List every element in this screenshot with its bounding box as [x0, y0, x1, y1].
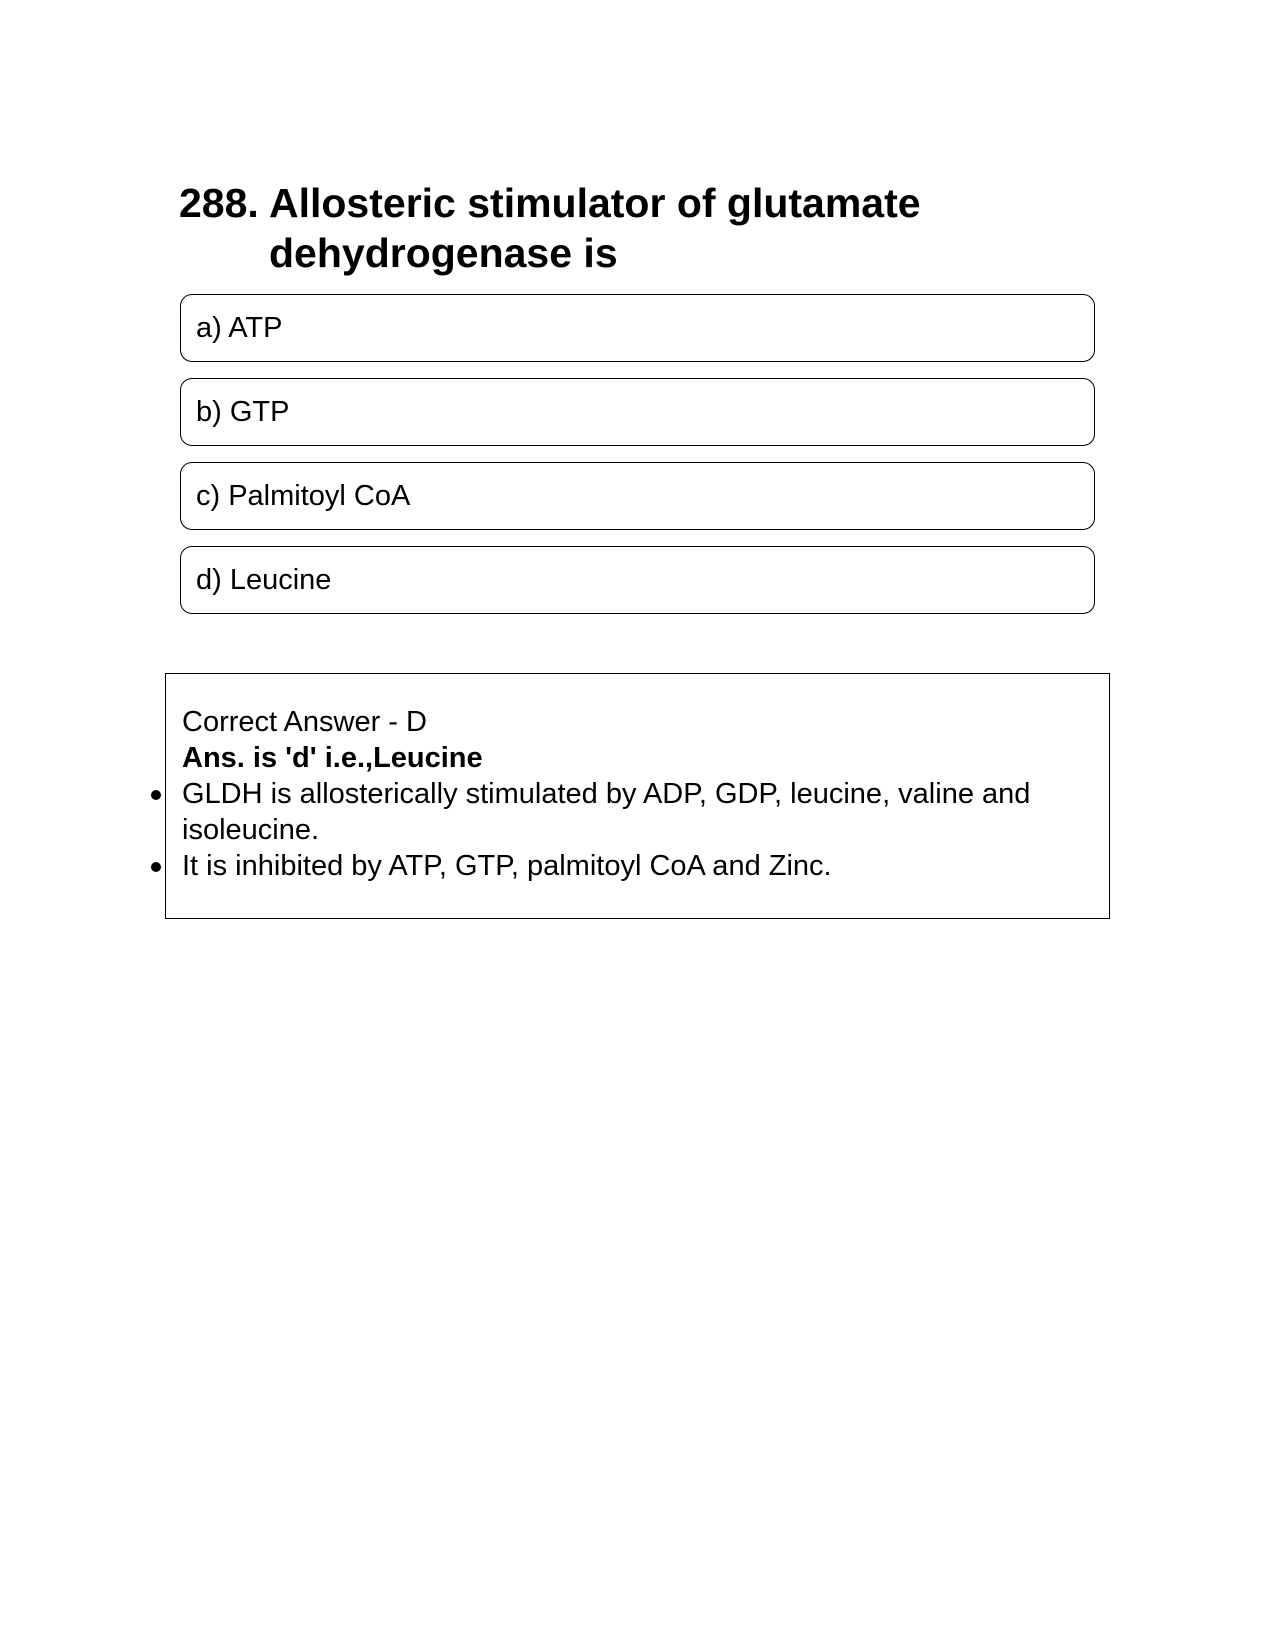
answer-box — [165, 673, 1110, 919]
explanation-points — [182, 776, 1094, 884]
bullet-icon — [151, 790, 161, 800]
question-number: 288. — [179, 180, 259, 226]
option-label: d) Leucine — [196, 563, 332, 596]
correct-answer-line: Correct Answer - D — [182, 706, 427, 738]
option-label: c) Palmitoyl CoA — [196, 479, 411, 512]
options-list — [180, 294, 1095, 630]
list-item — [182, 848, 1094, 884]
option-a[interactable] — [180, 294, 1095, 362]
question-text: Allosteric stimulator of glutamate dehydrogenase is — [269, 180, 921, 276]
option-label: a) ATP — [196, 311, 283, 344]
option-d[interactable] — [180, 546, 1095, 614]
option-c[interactable] — [180, 462, 1095, 530]
explanation-title: Ans. is 'd' i.e.,Leucine — [182, 742, 483, 774]
question-heading — [179, 178, 1099, 278]
option-label: b) GTP — [196, 395, 290, 428]
list-item — [182, 776, 1094, 848]
option-b[interactable] — [180, 378, 1095, 446]
point-text: GLDH is allosterically stimulated by ADP, GDP, leucine, valine and isoleucine. — [182, 778, 1031, 846]
bullet-icon — [151, 862, 161, 872]
point-text: It is inhibited by ATP, GTP, palmitoyl CoA and Zinc. — [182, 850, 832, 882]
